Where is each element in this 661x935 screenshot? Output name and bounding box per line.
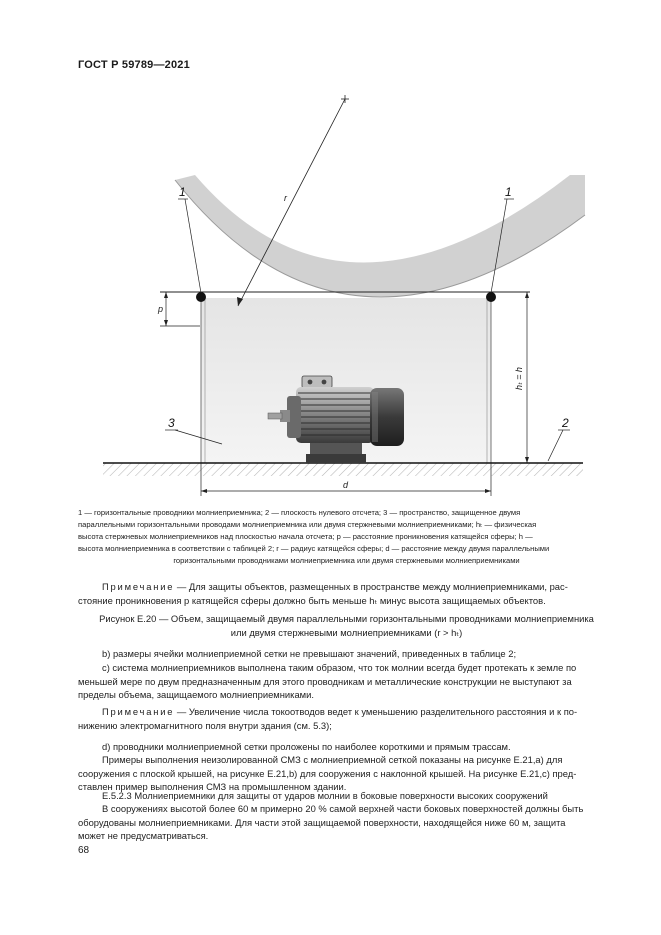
examples-paragraph — [78, 753, 615, 794]
note-1 — [78, 580, 615, 607]
figure-caption-line1: Рисунок Е.20 — Объем, защищаемый двумя параллельными горизонтальными проводниками молниеприемника — [99, 613, 594, 624]
examples-line1: Примеры выполнения неизолированной СМЗ с молниеприемной сеткой показаны на рисунке Е.21,a) для — [102, 754, 563, 765]
label-d: d — [343, 480, 349, 490]
label-radius: r — [284, 193, 287, 203]
label-item-2: 2 — [562, 416, 569, 430]
right-conductor — [486, 292, 496, 302]
list-item-c-line1: c) система молниеприемников выполнена таким образом, что ток молнии всегда будет протекать к земле по — [102, 662, 577, 673]
figure-caption-line2: или двумя стержневыми молниеприемниками (r > hₜ) — [230, 626, 463, 638]
legend-line: параллельными горизонтальными проводами молниеприемника или двумя стержневыми молниеприемниками; hₜ — физическая — [78, 520, 537, 529]
label-item-3: 3 — [168, 416, 175, 430]
list-item-c-line3: пределы объема, защищаемого молниеприемниками. — [78, 689, 314, 700]
figure-legend — [78, 507, 615, 567]
note-label: Примечание — [102, 581, 175, 592]
label-ht-h: hₜ = h — [514, 367, 524, 390]
list-item-c-line2: меньшей мере по двум предназначенным для этого проводникам и металлические конструкции не выступают за — [78, 675, 572, 687]
figure-caption — [78, 612, 615, 639]
label-p: p — [158, 304, 164, 314]
note-label: Примечание — [102, 706, 175, 717]
note-2-line2: нижению электромагнитного поля внутри здания (см. 5.3); — [78, 719, 332, 731]
list-item-d: d) проводники молниеприемной сетки проложены по наиболее короткими и прямым трассам. — [102, 741, 511, 752]
legend-line: 1 — горизонтальные проводники молниеприемника; 2 — плоскость нулевого отсчета; 3 — пространство, защищенное двумя — [78, 508, 521, 517]
note-text: — Для защиты объектов, размещенных в пространстве между молниеприемниками, рас- — [174, 581, 568, 592]
page-number: 68 — [78, 845, 90, 856]
label-item-1-right: 1 — [505, 185, 512, 199]
section-heading: Е.5.2.3 Молниеприемники для защиты от ударов молнии в боковые поверхности высоких сооружений — [102, 790, 548, 801]
note-2 — [78, 705, 615, 732]
legend-line: горизонтальными проводниками молниеприемника или двумя стержневыми молниеприемниками — [173, 556, 520, 565]
tall-structures-paragraph — [78, 802, 615, 843]
tall-line3: может не предусматриваться. — [78, 830, 209, 841]
tall-line2: оборудованы молниеприемниками. Для части этой защищаемой поверхности, находящейся ниже 60 м, защита — [78, 816, 566, 828]
document-header: ГОСТ Р 59789—2021 — [78, 59, 190, 71]
note-text: — Увеличение числа токоотводов ведет к уменьшению разделительного расстояния и к по- — [174, 706, 578, 717]
examples-line3: ставлен пример выполнения СМЗ на промышленном здании. — [78, 781, 347, 792]
list-item-c — [78, 661, 615, 702]
label-item-1-left: 1 — [179, 185, 186, 199]
legend-line: высота молниеприемника в соответствии с таблицей 2; r — радиус катящейся сферы; d — расстояние между двумя параллельными — [78, 544, 550, 553]
legend-line: высота стержневых молниеприемников над плоскостью начала отсчета; p — расстояние проникновения катящейся сферы; h — — [78, 532, 533, 541]
examples-line2: сооружения с плоской крышей, на рисунке Е.21,b) для сооружения с наклонной крышей. На рисунке Е.21,c) пред- — [78, 767, 577, 779]
list-item-b: b) размеры ячейки молниеприемной сетки не превышают значений, приведенных в таблице 2; — [102, 648, 517, 659]
left-conductor — [196, 292, 206, 302]
tall-line1: В сооружениях высотой более 60 м примерно 20 % самой верхней части боковых поверхностей должны быть — [102, 803, 584, 814]
note-text-line2: стояние проникновения p катящейся сферы должно быть меньше hₜ минус высота защищаемых объектов. — [78, 594, 546, 606]
